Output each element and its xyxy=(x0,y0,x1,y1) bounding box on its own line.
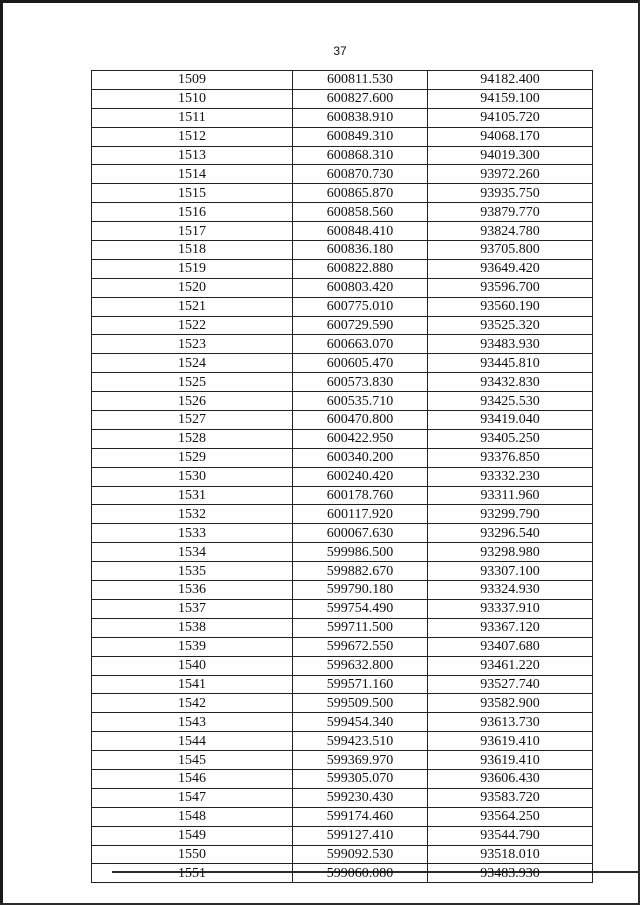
y-coordinate-cell: 93525.320 xyxy=(428,316,593,335)
y-coordinate-cell: 93405.250 xyxy=(428,429,593,448)
y-coordinate-cell: 93619.410 xyxy=(428,732,593,751)
point-number-cell: 1515 xyxy=(92,184,293,203)
table-row xyxy=(92,864,593,883)
x-coordinate-cell: 600848.410 xyxy=(293,222,428,241)
x-coordinate-cell: 600870.730 xyxy=(293,165,428,184)
table-row xyxy=(92,637,593,656)
x-coordinate-cell: 599174.460 xyxy=(293,807,428,826)
y-coordinate-cell: 93445.810 xyxy=(428,354,593,373)
point-number-cell: 1546 xyxy=(92,769,293,788)
y-coordinate-cell: 93544.790 xyxy=(428,826,593,845)
point-number-cell: 1540 xyxy=(92,656,293,675)
table-row xyxy=(92,694,593,713)
point-number-cell: 1539 xyxy=(92,637,293,656)
x-coordinate-cell: 600729.590 xyxy=(293,316,428,335)
x-coordinate-cell: 599790.180 xyxy=(293,581,428,600)
x-coordinate-cell: 600838.910 xyxy=(293,108,428,127)
y-coordinate-cell: 93425.530 xyxy=(428,392,593,411)
table-row xyxy=(92,826,593,845)
x-coordinate-cell: 599882.670 xyxy=(293,562,428,581)
table-row xyxy=(92,108,593,127)
point-number-cell: 1519 xyxy=(92,259,293,278)
x-coordinate-cell: 600663.070 xyxy=(293,335,428,354)
point-number-cell: 1528 xyxy=(92,429,293,448)
point-number-cell: 1522 xyxy=(92,316,293,335)
table-row xyxy=(92,203,593,222)
x-coordinate-cell: 599369.970 xyxy=(293,751,428,770)
point-number-cell: 1547 xyxy=(92,788,293,807)
point-number-cell: 1526 xyxy=(92,392,293,411)
point-number-cell: 1513 xyxy=(92,146,293,165)
table-row xyxy=(92,524,593,543)
table-row xyxy=(92,581,593,600)
point-number-cell: 1541 xyxy=(92,675,293,694)
table-row xyxy=(92,505,593,524)
x-coordinate-cell: 599986.500 xyxy=(293,543,428,562)
table-row xyxy=(92,788,593,807)
x-coordinate-cell: 599571.160 xyxy=(293,675,428,694)
y-coordinate-cell: 93332.230 xyxy=(428,467,593,486)
table-row xyxy=(92,316,593,335)
y-coordinate-cell: 93337.910 xyxy=(428,599,593,618)
y-coordinate-cell: 93613.730 xyxy=(428,713,593,732)
point-number-cell: 1518 xyxy=(92,241,293,260)
x-coordinate-cell: 600827.600 xyxy=(293,89,428,108)
table-row xyxy=(92,807,593,826)
y-coordinate-cell: 93527.740 xyxy=(428,675,593,694)
table-row xyxy=(92,335,593,354)
y-coordinate-cell: 93296.540 xyxy=(428,524,593,543)
table-row xyxy=(92,297,593,316)
y-coordinate-cell: 93483.930 xyxy=(428,335,593,354)
point-number-cell: 1550 xyxy=(92,845,293,864)
point-number-cell: 1530 xyxy=(92,467,293,486)
y-coordinate-cell: 93367.120 xyxy=(428,618,593,637)
table-row xyxy=(92,411,593,430)
table-row xyxy=(92,656,593,675)
y-coordinate-cell: 93596.700 xyxy=(428,278,593,297)
page-edge-top xyxy=(0,0,640,3)
point-number-cell: 1534 xyxy=(92,543,293,562)
point-number-cell: 1531 xyxy=(92,486,293,505)
table-row xyxy=(92,241,593,260)
table-row xyxy=(92,259,593,278)
point-number-cell: 1536 xyxy=(92,581,293,600)
y-coordinate-cell: 94068.170 xyxy=(428,127,593,146)
x-coordinate-cell: 600067.630 xyxy=(293,524,428,543)
x-coordinate-cell: 600340.200 xyxy=(293,448,428,467)
y-coordinate-cell: 93824.780 xyxy=(428,222,593,241)
y-coordinate-cell: 93879.770 xyxy=(428,203,593,222)
page-number: 37 xyxy=(333,44,347,58)
point-number-cell: 1551 xyxy=(92,864,293,883)
x-coordinate-cell: 599454.340 xyxy=(293,713,428,732)
table-row xyxy=(92,675,593,694)
point-number-cell: 1511 xyxy=(92,108,293,127)
coordinates-table-body xyxy=(92,71,593,883)
y-coordinate-cell: 93705.800 xyxy=(428,241,593,260)
x-coordinate-cell: 599509.500 xyxy=(293,694,428,713)
table-row xyxy=(92,392,593,411)
x-coordinate-cell: 599060.080 xyxy=(293,864,428,883)
x-coordinate-cell: 600858.560 xyxy=(293,203,428,222)
x-coordinate-cell: 600811.530 xyxy=(293,71,428,90)
point-number-cell: 1525 xyxy=(92,373,293,392)
table-row xyxy=(92,448,593,467)
x-coordinate-cell: 599230.430 xyxy=(293,788,428,807)
point-number-cell: 1548 xyxy=(92,807,293,826)
y-coordinate-cell: 93307.100 xyxy=(428,562,593,581)
point-number-cell: 1533 xyxy=(92,524,293,543)
point-number-cell: 1538 xyxy=(92,618,293,637)
x-coordinate-cell: 600178.760 xyxy=(293,486,428,505)
x-coordinate-cell: 599423.510 xyxy=(293,732,428,751)
coordinates-table xyxy=(91,70,593,883)
point-number-cell: 1520 xyxy=(92,278,293,297)
y-coordinate-cell: 93583.720 xyxy=(428,788,593,807)
y-coordinate-cell: 93564.250 xyxy=(428,807,593,826)
point-number-cell: 1544 xyxy=(92,732,293,751)
y-coordinate-cell: 94105.720 xyxy=(428,108,593,127)
table-row xyxy=(92,732,593,751)
table-row xyxy=(92,373,593,392)
x-coordinate-cell: 599754.490 xyxy=(293,599,428,618)
y-coordinate-cell: 93311.960 xyxy=(428,486,593,505)
x-coordinate-cell: 600868.310 xyxy=(293,146,428,165)
y-coordinate-cell: 93298.980 xyxy=(428,543,593,562)
table-row xyxy=(92,127,593,146)
point-number-cell: 1545 xyxy=(92,751,293,770)
table-row xyxy=(92,467,593,486)
point-number-cell: 1543 xyxy=(92,713,293,732)
table-row xyxy=(92,845,593,864)
x-coordinate-cell: 600573.830 xyxy=(293,373,428,392)
x-coordinate-cell: 600605.470 xyxy=(293,354,428,373)
point-number-cell: 1549 xyxy=(92,826,293,845)
y-coordinate-cell: 93560.190 xyxy=(428,297,593,316)
table-row xyxy=(92,751,593,770)
x-coordinate-cell: 599127.410 xyxy=(293,826,428,845)
y-coordinate-cell: 93935.750 xyxy=(428,184,593,203)
x-coordinate-cell: 600803.420 xyxy=(293,278,428,297)
point-number-cell: 1514 xyxy=(92,165,293,184)
point-number-cell: 1517 xyxy=(92,222,293,241)
x-coordinate-cell: 599092.530 xyxy=(293,845,428,864)
table-row xyxy=(92,618,593,637)
y-coordinate-cell: 93432.830 xyxy=(428,373,593,392)
point-number-cell: 1529 xyxy=(92,448,293,467)
x-coordinate-cell: 600422.950 xyxy=(293,429,428,448)
point-number-cell: 1510 xyxy=(92,89,293,108)
point-number-cell: 1516 xyxy=(92,203,293,222)
y-coordinate-cell: 94182.400 xyxy=(428,71,593,90)
point-number-cell: 1521 xyxy=(92,297,293,316)
x-coordinate-cell: 599305.070 xyxy=(293,769,428,788)
table-row xyxy=(92,769,593,788)
point-number-cell: 1537 xyxy=(92,599,293,618)
table-row xyxy=(92,71,593,90)
x-coordinate-cell: 600117.920 xyxy=(293,505,428,524)
y-coordinate-cell: 93461.220 xyxy=(428,656,593,675)
table-row xyxy=(92,543,593,562)
y-coordinate-cell: 93582.900 xyxy=(428,694,593,713)
y-coordinate-cell: 93619.410 xyxy=(428,751,593,770)
table-row xyxy=(92,146,593,165)
y-coordinate-cell: 94019.300 xyxy=(428,146,593,165)
y-coordinate-cell: 93324.930 xyxy=(428,581,593,600)
x-coordinate-cell: 599672.550 xyxy=(293,637,428,656)
y-coordinate-cell: 93407.680 xyxy=(428,637,593,656)
x-coordinate-cell: 600865.870 xyxy=(293,184,428,203)
point-number-cell: 1509 xyxy=(92,71,293,90)
point-number-cell: 1542 xyxy=(92,694,293,713)
x-coordinate-cell: 600775.010 xyxy=(293,297,428,316)
x-coordinate-cell: 599711.500 xyxy=(293,618,428,637)
x-coordinate-cell: 600240.420 xyxy=(293,467,428,486)
point-number-cell: 1524 xyxy=(92,354,293,373)
x-coordinate-cell: 599632.800 xyxy=(293,656,428,675)
y-coordinate-cell: 93376.850 xyxy=(428,448,593,467)
point-number-cell: 1527 xyxy=(92,411,293,430)
table-row xyxy=(92,599,593,618)
point-number-cell: 1535 xyxy=(92,562,293,581)
table-row xyxy=(92,429,593,448)
x-coordinate-cell: 600822.880 xyxy=(293,259,428,278)
table-row xyxy=(92,713,593,732)
point-number-cell: 1523 xyxy=(92,335,293,354)
x-coordinate-cell: 600849.310 xyxy=(293,127,428,146)
table-row xyxy=(92,165,593,184)
y-coordinate-cell: 93649.420 xyxy=(428,259,593,278)
table-row xyxy=(92,278,593,297)
table-row xyxy=(92,354,593,373)
table-row xyxy=(92,222,593,241)
point-number-cell: 1512 xyxy=(92,127,293,146)
table-row xyxy=(92,89,593,108)
page-edge-left xyxy=(0,0,3,905)
y-coordinate-cell: 93518.010 xyxy=(428,845,593,864)
y-coordinate-cell: 93972.260 xyxy=(428,165,593,184)
table-row xyxy=(92,562,593,581)
y-coordinate-cell: 93483.930 xyxy=(428,864,593,883)
x-coordinate-cell: 600836.180 xyxy=(293,241,428,260)
y-coordinate-cell: 93606.430 xyxy=(428,769,593,788)
point-number-cell: 1532 xyxy=(92,505,293,524)
y-coordinate-cell: 93419.040 xyxy=(428,411,593,430)
x-coordinate-cell: 600535.710 xyxy=(293,392,428,411)
table-row xyxy=(92,486,593,505)
y-coordinate-cell: 94159.100 xyxy=(428,89,593,108)
x-coordinate-cell: 600470.800 xyxy=(293,411,428,430)
y-coordinate-cell: 93299.790 xyxy=(428,505,593,524)
table-row xyxy=(92,184,593,203)
